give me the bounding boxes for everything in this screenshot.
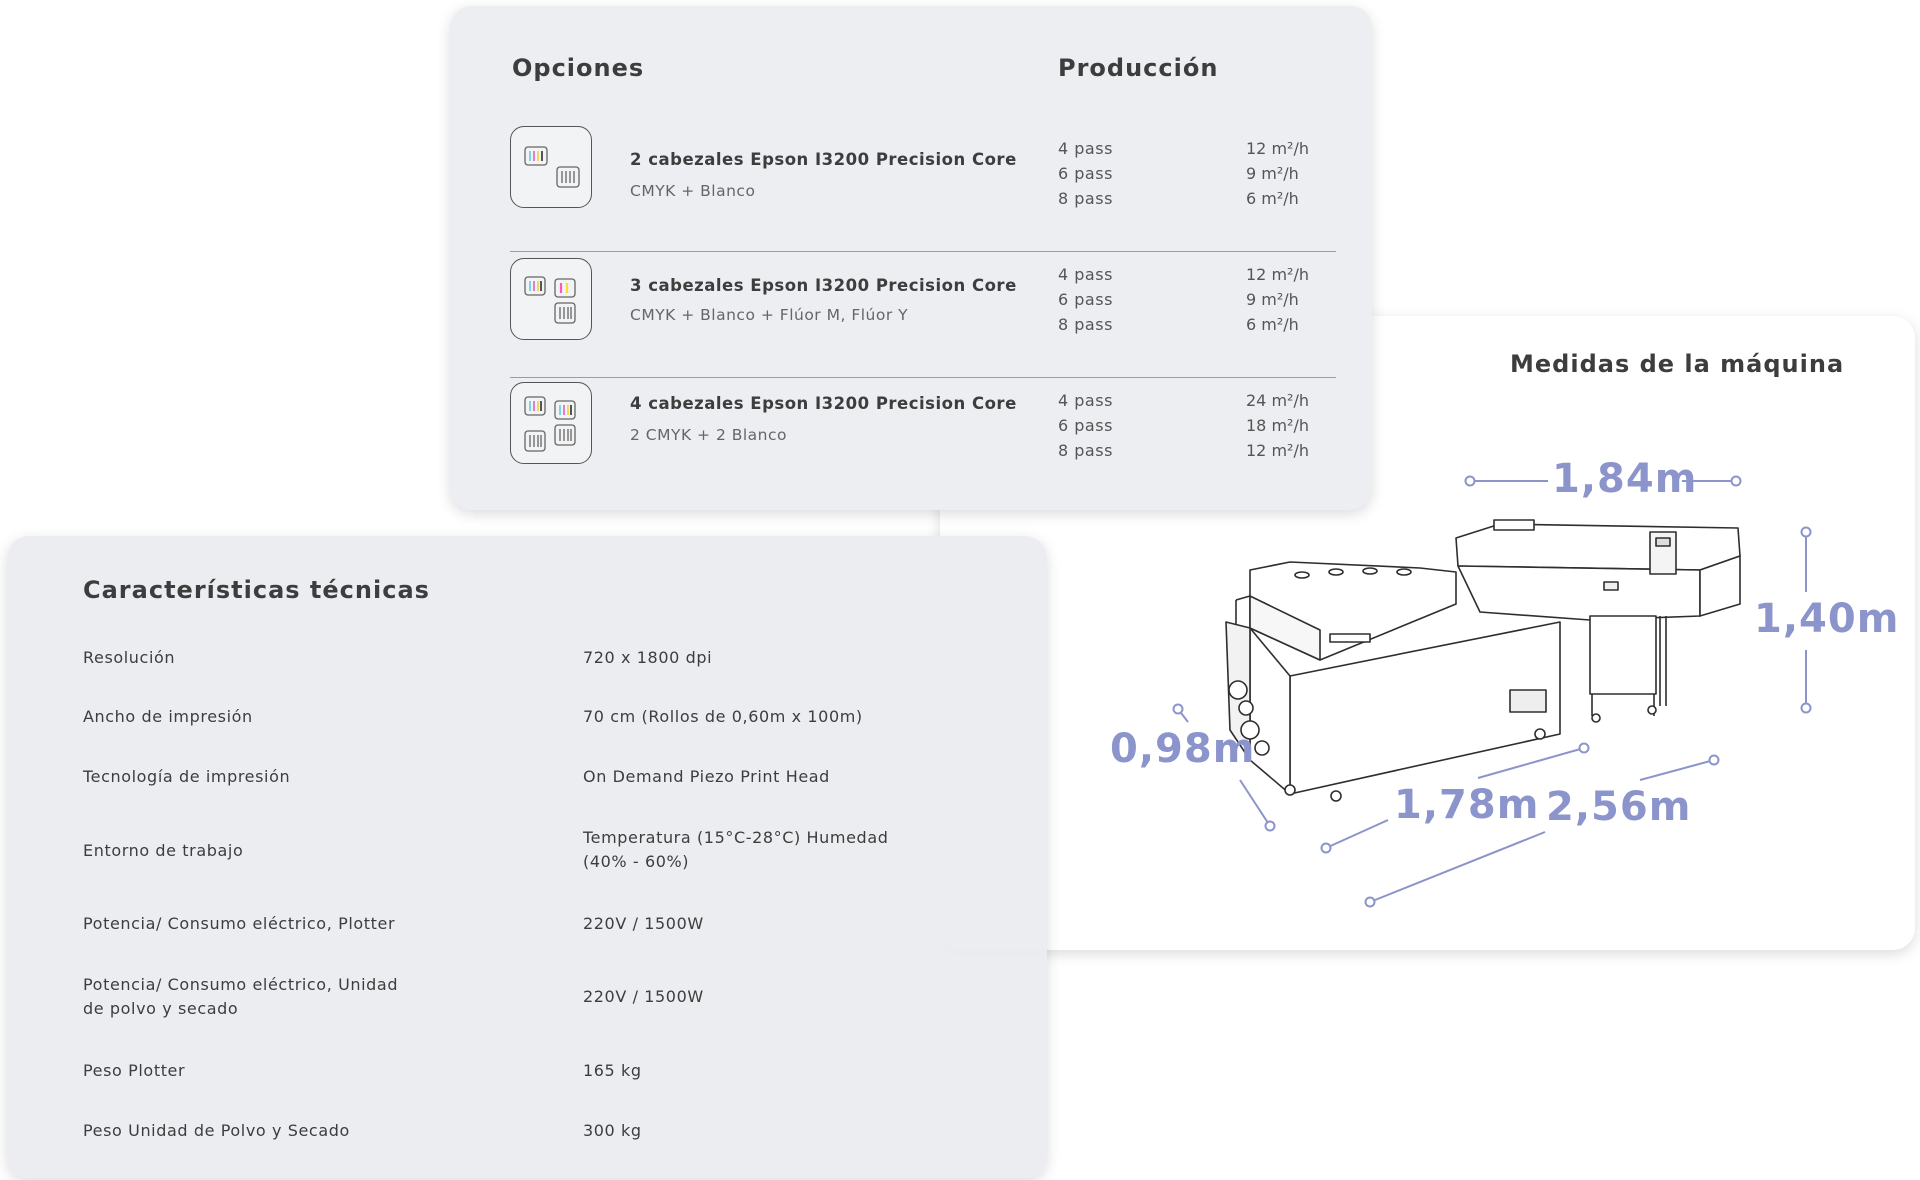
rate-value: 24 m²/h [1246, 391, 1309, 410]
tech-value: 220V / 1500W [583, 987, 704, 1006]
pass-label: 4 pass [1058, 139, 1113, 158]
pass-label: 4 pass [1058, 391, 1113, 410]
pass-label: 8 pass [1058, 441, 1113, 460]
tech-value: On Demand Piezo Print Head [583, 767, 830, 786]
pass-label: 6 pass [1058, 416, 1113, 435]
dimension-width-label: 1,84m [1552, 456, 1698, 502]
tech-value: Temperatura (15°C-28°C) Humedad (40% - 60%) [583, 828, 889, 871]
tech-value: 300 kg [583, 1121, 642, 1140]
dimension-height-label: 1,40m [1754, 596, 1900, 642]
option-name: 2 cabezales Epson I3200 Precision Core [630, 150, 1017, 169]
rate-value: 9 m²/h [1246, 290, 1299, 309]
dtf-printer-machine-illustration [1226, 520, 1740, 801]
dimension-length-b-label: 2,56m [1546, 784, 1692, 830]
dimension-depth-label: 0,98m [1110, 726, 1256, 772]
rate-value: 12 m²/h [1246, 139, 1309, 158]
option-subtitle: CMYK + Blanco + Flúor M, Flúor Y [630, 306, 909, 324]
rate-value: 6 m²/h [1246, 315, 1299, 334]
rate-value: 12 m²/h [1246, 265, 1309, 284]
rate-value: 6 m²/h [1246, 189, 1299, 208]
tech-label: Potencia/ Consumo eléctrico, Plotter [83, 914, 396, 933]
dimension-length-a-label: 1,78m [1394, 782, 1540, 828]
rate-value: 9 m²/h [1246, 164, 1299, 183]
pass-label: 6 pass [1058, 164, 1113, 183]
option-name: 3 cabezales Epson I3200 Precision Core [630, 276, 1017, 295]
pass-label: 8 pass [1058, 189, 1113, 208]
pass-label: 8 pass [1058, 315, 1113, 334]
pass-label: 4 pass [1058, 265, 1113, 284]
tech-label: Peso Unidad de Polvo y Secado [83, 1121, 350, 1140]
production-title: Producción [1058, 54, 1219, 82]
pass-label: 6 pass [1058, 290, 1113, 309]
tech-label: Entorno de trabajo [83, 841, 244, 860]
options-title: Opciones [512, 54, 645, 82]
tech-label: Tecnología de impresión [83, 767, 291, 786]
tech-value: 165 kg [583, 1061, 642, 1080]
tech-value: 720 x 1800 dpi [583, 648, 713, 667]
rate-value: 18 m²/h [1246, 416, 1309, 435]
tech-title: Características técnicas [83, 576, 430, 604]
tech-value: 70 cm (Rollos de 0,60m x 100m) [583, 707, 863, 726]
tech-label: Peso Plotter [83, 1061, 186, 1080]
tech-label: Ancho de impresión [83, 707, 253, 726]
tech-label: Potencia/ Consumo eléctrico, Unidad de polvo y secado [83, 975, 399, 1018]
tech-value: 220V / 1500W [583, 914, 704, 933]
option-name: 4 cabezales Epson I3200 Precision Core [630, 394, 1017, 413]
option-subtitle: CMYK + Blanco [630, 182, 756, 200]
tech-label: Resolución [83, 648, 176, 667]
measures-title: Medidas de la máquina [1510, 350, 1845, 378]
tech-specs-card [7, 536, 1047, 1178]
option-subtitle: 2 CMYK + 2 Blanco [630, 426, 788, 444]
rate-value: 12 m²/h [1246, 441, 1309, 460]
